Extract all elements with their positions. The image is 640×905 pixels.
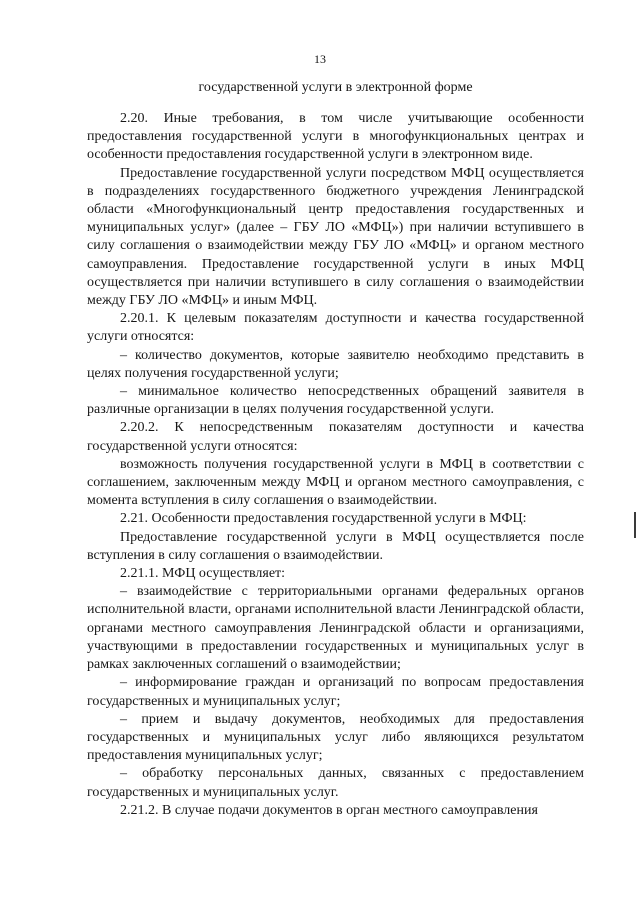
list-item-min-requests: – минимальное количество непосредственных обращений заявителя в различные организации в целях получения государственной услуги. xyxy=(87,384,584,418)
list-item-interaction: – взаимодействие с территориальными органами федеральных органов исполнительной власти, органами исполнительной власти Ленинградской области, органами местного самоуправления Ленинградской области и организациями, участвующими в предоставлении государственных и муниципальных услуг в рамках заключенных соглашений о взаимодействии; xyxy=(87,584,584,673)
list-item-personal-data: – обработку персональных данных, связанных с предоставлением государственных и муниципальных услуг. xyxy=(87,766,584,800)
paragraph-2-20-2: 2.20.2. К непосредственным показателям доступности и качества государственной услуги относятся: xyxy=(87,420,584,454)
paragraph-2-20-1: 2.20.1. К целевым показателям доступности и качества государственной услуги относятся: xyxy=(87,311,584,345)
paragraph-2-21: 2.21. Особенности предоставления государственной услуги в МФЦ: xyxy=(120,511,527,527)
paragraph-2-20: 2.20. Иные требования, в том числе учитывающие особенности предоставления государственной услуги в многофункциональных центрах и особенности предоставления государственной услуги в электронном виде. xyxy=(87,111,584,163)
paragraph-2-21-2: 2.21.2. В случае подачи документов в орган местного самоуправления xyxy=(120,802,538,818)
paragraph-mfc-provision: Предоставление государственной услуги посредством МФЦ осуществляется в подразделениях государственного бюджетного учреждения Ленинградской области «Многофункциональный центр предоставления государственных и муниципальных услуг» (далее – ГБУ ЛО «МФЦ») при наличии вступившего в силу соглашения о взаимодействии между ГБУ ЛО «МФЦ» и органом местного самоуправления. Предоставление государственной услуги в иных МФЦ осуществляется при наличии вступившего в силу соглашения о взаимодействии между ГБУ ЛО «МФЦ» и иным МФЦ. xyxy=(87,165,584,309)
scan-edge-mark xyxy=(634,512,636,538)
list-item-documents-intake: – прием и выдачу документов, необходимых для предоставления государственных и муниципальных услуг либо являющихся результатом предоставления муниципальных услуг; xyxy=(87,711,584,764)
page-number: 13 xyxy=(314,52,326,66)
paragraph-mfc-possibility: возможность получения государственной услуги в МФЦ в соответствии с соглашением, заключенным между МФЦ и органом местного самоуправления, с момента вступления в силу соглашения о взаимодействии. xyxy=(87,456,584,509)
document-body xyxy=(87,110,584,820)
list-item-documents-count: – количество документов, которые заявителю необходимо представить в целях получения государственной услуги; xyxy=(87,347,584,381)
section-heading-continuation: государственной услуги в электронной форме xyxy=(198,80,473,95)
paragraph-mfc-after-agreement: Предоставление государственной услуги в МФЦ осуществляется после вступления в силу соглашения о взаимодействии. xyxy=(87,529,584,563)
list-item-informing: – информирование граждан и организаций по вопросам предоставления государственных и муниципальных услуг; xyxy=(87,675,584,709)
paragraph-2-21-1: 2.21.1. МФЦ осуществляет: xyxy=(120,566,286,582)
